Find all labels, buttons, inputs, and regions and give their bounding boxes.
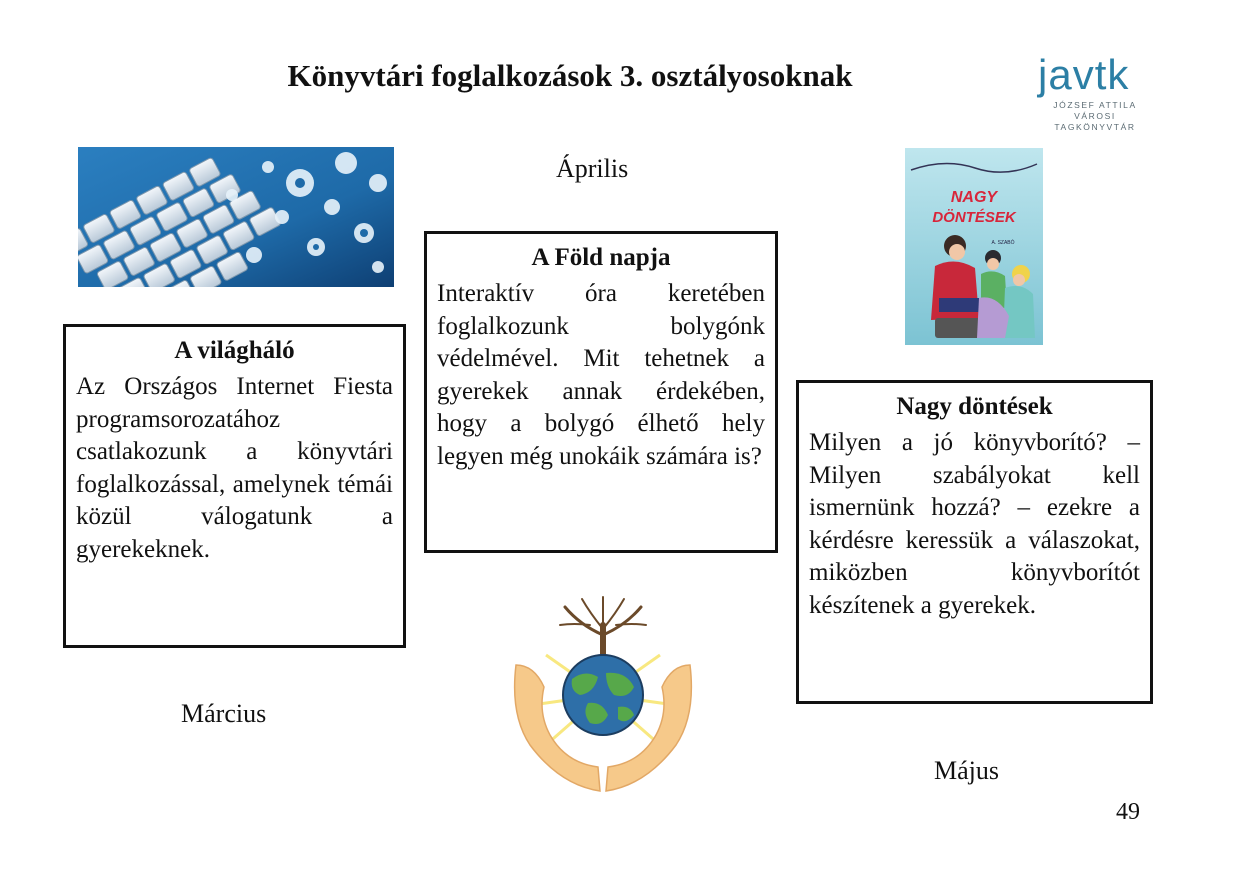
library-logo [1038,51,1152,133]
activity-text-may: Milyen a jó könyvborító? – Milyen szabályokat kell ismernünk hozzá? – ezekre a kérdésre keressük a válaszokat, miközben könyvborítót készítenek a gyerekek. [809,429,1140,619]
logo-subtitle-line1: JÓZSEF ATTILA VÁROSI [1053,100,1137,122]
activity-heading-april: A Föld napja [531,244,671,271]
logo-subtitle-line2: TAGKÖNYVTÁR [1054,122,1136,133]
earth-in-hands-image [510,595,696,795]
activity-box-march [63,324,406,648]
svg-text:A. SZABÓ: A. SZABÓ [991,240,1015,246]
internet-keyboard-image [78,147,394,287]
svg-text:NAGY: NAGY [950,189,998,206]
month-label-april: Április [556,154,629,183]
activity-box-april [424,231,778,553]
page-number: 49 [1116,799,1140,825]
activity-heading-march: A világháló [174,337,295,364]
logo-wordmark: javtk [1038,51,1130,98]
activity-text-march: Az Országos Internet Fiesta programsorozatához csatlakozunk a könyvtári foglalkozással, amelynek témái közül válogatunk a gyerekeknek. [76,373,393,563]
book-cover-image [905,148,1043,345]
activity-heading-may: Nagy döntések [896,393,1053,420]
page-title: Könyvtári foglalkozások 3. osztályosoknak [287,58,853,93]
activity-box-may [796,380,1153,704]
activity-text-april: Interaktív óra keretében foglalkozunk bolygónk védelmével. Mit tehetnek a gyerekek annak érdekében, hogy a bolygó élhető hely legyen még unokáik számára is? [437,280,765,470]
month-label-may: Május [934,756,999,785]
month-label-march: Március [181,699,267,728]
svg-text:DÖNTÉSEK: DÖNTÉSEK [932,209,1016,226]
